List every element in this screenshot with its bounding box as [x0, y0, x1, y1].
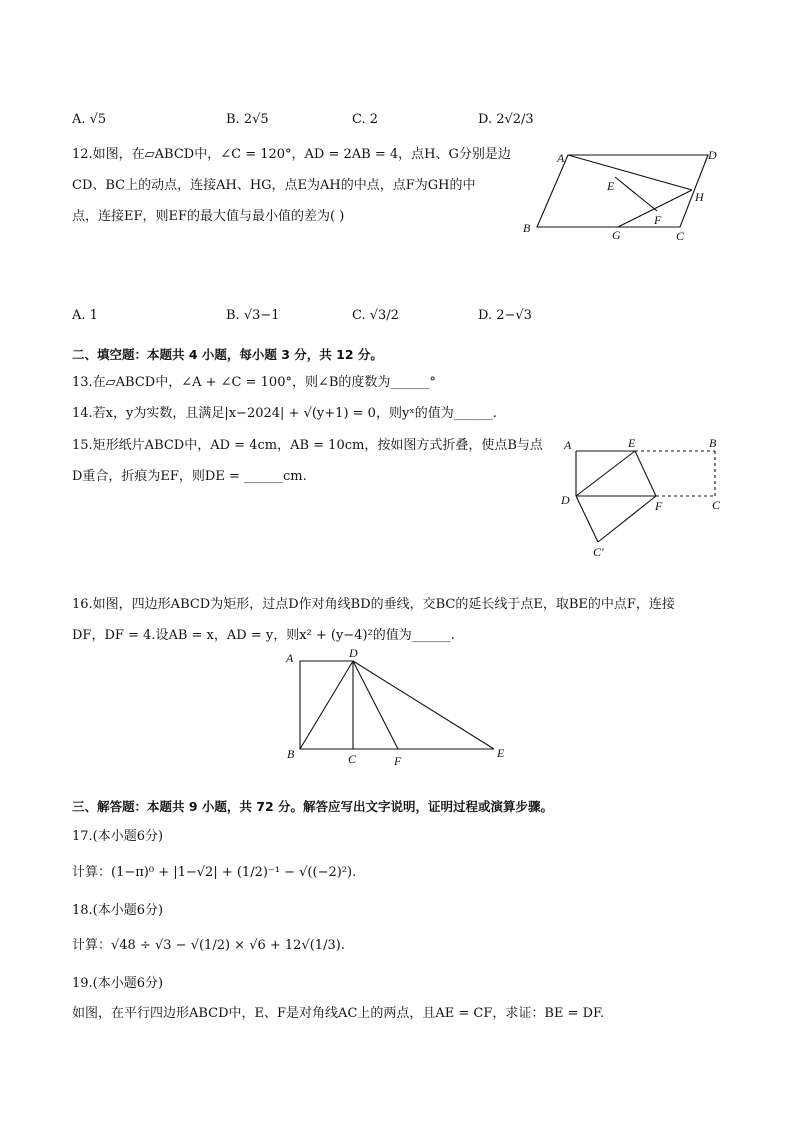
section-3-heading: 三、解答题：本题共 9 小题，共 72 分。解答应写出文字说明，证明过程或演算步骤。 [72, 799, 554, 814]
q16-label-a: A [286, 651, 294, 665]
q11-option-c: C. 2 [352, 112, 379, 127]
q16-label-d: D [349, 646, 358, 660]
q15-label-c-prime: C′ [593, 545, 604, 559]
q12-label-h: H [695, 190, 704, 204]
q15-line-2: D重合，折痕为EF，则DE = ______cm. [72, 469, 307, 484]
q11-option-d: D. 2√2/3 [478, 112, 534, 127]
q16-label-e: E [497, 746, 505, 760]
q12-option-c: C. √3/2 [352, 308, 399, 323]
q15-line-1: 15.矩形纸片ABCD中，AD = 4cm，AB = 10cm，按如图方式折叠，使点B与点 [72, 438, 543, 453]
q16-rectangle-figure [282, 645, 512, 770]
q17-title: 17.(本小题6分) [72, 829, 164, 844]
q12-label-f: F [654, 213, 662, 227]
q15-label-e: E [628, 436, 636, 450]
q12-label-g: G [612, 228, 621, 242]
q12-label-d: D [708, 148, 717, 162]
q12-parallelogram-figure [515, 140, 725, 245]
section-2-heading: 二、填空题：本题共 4 小题，每小题 3 分，共 12 分。 [72, 347, 383, 362]
q16-line-1: 16.如图，四边形ABCD为矩形，过点D作对角线BD的垂线，交BC的延长线于点E，取BE的中点F，连接 [72, 597, 675, 612]
q19-title: 19.(本小题6分) [72, 976, 164, 991]
q15-label-d: D [561, 493, 570, 507]
q15-label-b: B [709, 436, 717, 450]
q15-label-c: C [712, 498, 721, 512]
q15-label-f: F [655, 499, 663, 513]
q16-line-2: DF，DF = 4.设AB = x，AD = y，则x² + (y−4)²的值为______. [72, 628, 455, 643]
q15-label-a: A [564, 438, 572, 452]
q12-label-e: E [607, 179, 615, 193]
q12-label-a: A [557, 151, 565, 165]
q11-option-b: B. 2√5 [226, 112, 269, 127]
q12-line-3: 点，连接EF，则EF的最大值与最小值的差为( ) [72, 209, 345, 224]
q12-label-c: C [676, 229, 685, 243]
q11-option-a: A. √5 [72, 112, 107, 127]
q12-label-b: B [523, 221, 531, 235]
q12-option-a: A. 1 [72, 308, 98, 323]
q16-label-c: C [348, 752, 357, 766]
q12-line-2: CD、BC上的动点，连接AH、HG，点E为AH的中点，点F为GH的中 [72, 178, 476, 193]
q18-title: 18.(本小题6分) [72, 903, 164, 918]
q12-line-1: 12.如图，在▱ABCD中，∠C = 120°，AD = 2AB = 4，点H、G分别是边 [72, 147, 511, 162]
q12-option-d: D. 2−√3 [478, 308, 532, 323]
q17-body: 计算：(1−π)⁰ + |1−√2| + (1/2)⁻¹ − √((−2)²). [72, 865, 357, 880]
q19-body: 如图，在平行四边形ABCD中，E、F是对角线AC上的两点，且AE = CF，求证：BE = DF. [72, 1006, 605, 1021]
q16-label-f: F [394, 754, 402, 768]
q15-folded-rectangle-figure [558, 432, 728, 562]
q18-body: 计算：√48 ÷ √3 − √(1/2) × √6 + 12√(1/3). [72, 938, 345, 953]
q13-text: 13.在▱ABCD中，∠A + ∠C = 100°，则∠B的度数为______° [72, 375, 436, 390]
q14-text: 14.若x，y为实数，且满足|x−2024| + √(y+1) = 0，则yˣ的值为______. [72, 406, 497, 421]
q16-label-b: B [287, 747, 295, 761]
q12-option-b: B. √3−1 [226, 308, 280, 323]
